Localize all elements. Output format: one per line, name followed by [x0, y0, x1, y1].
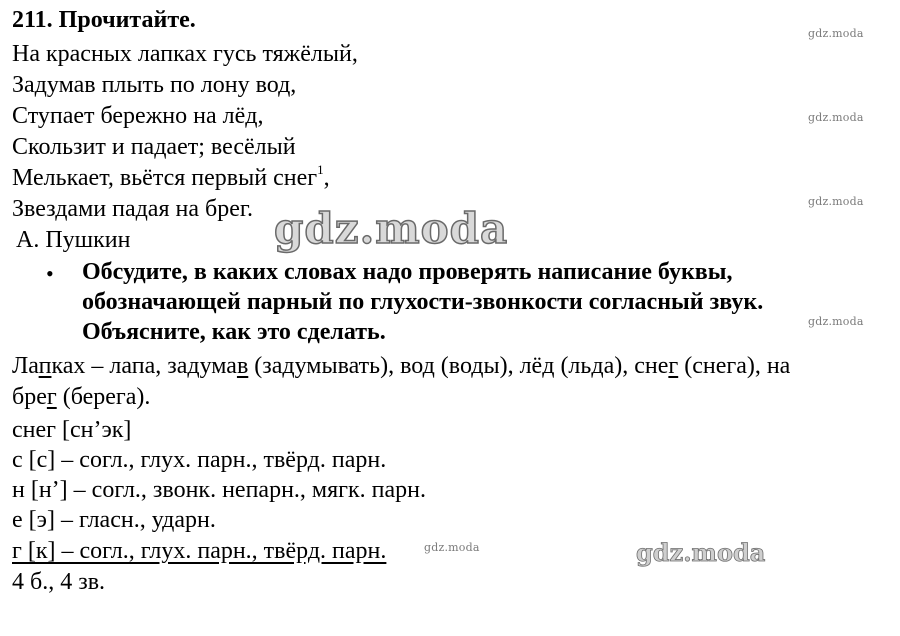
- poem-line: [12, 164, 330, 192]
- answer-underlined-letter: в: [236, 353, 249, 379]
- bullet-dot: •: [46, 261, 54, 286]
- answer-line: [12, 352, 790, 380]
- poem-author: А. Пушкин: [16, 227, 131, 253]
- exercise-title: 211. Прочитайте.: [12, 7, 196, 33]
- answer-text: (воды), лё: [434, 353, 543, 379]
- poem-line: Задумав плыть по лону вод,: [12, 72, 297, 98]
- phonetic-transcription: снег [сн’эк]: [12, 417, 132, 443]
- watermark-medium: gdz.moda: [636, 538, 766, 567]
- answer-line: [12, 383, 150, 411]
- answer-text: ках – лапа, задума: [51, 353, 237, 379]
- answer-underlined-letter: д: [542, 353, 555, 379]
- answer-underlined-letter: д: [422, 353, 435, 379]
- answer-text: Ла: [12, 353, 39, 379]
- poem-line-comma: ,: [323, 165, 330, 191]
- sound-analysis-line: е [э] – гласн., ударн.: [12, 507, 216, 533]
- answer-text: (берега).: [56, 384, 151, 410]
- sound-analysis-line: с [с] – согл., глух. парн., твёрд. парн.: [12, 447, 387, 473]
- poem-line: Ступает бережно на лёд,: [12, 103, 264, 129]
- watermark: gdz.moda: [808, 195, 864, 208]
- poem-line-text: Мелькает, вьётся первый снег: [12, 165, 318, 191]
- footnote-mark: 1: [317, 162, 324, 177]
- sound-letter-count: 4 б., 4 зв.: [12, 569, 106, 595]
- poem-line: Звездами падая на брег.: [12, 196, 253, 222]
- answer-underlined-letter: п: [38, 353, 52, 379]
- answer-text: (задумывать), во: [248, 353, 423, 379]
- answer-underlined-letter: г: [668, 353, 679, 379]
- answer-text: (снега), на: [678, 353, 791, 379]
- task-line: Объясните, как это сделать.: [82, 319, 386, 345]
- watermark-large: gdz.moda: [274, 204, 509, 253]
- sound-analysis-line: н [н’] – согл., звонк. непарн., мягк. парн.: [12, 477, 426, 503]
- watermark: gdz.moda: [808, 111, 864, 124]
- sound-analysis-line: г [к] – согл., глух. парн., твёрд. парн.: [12, 538, 387, 564]
- task-line: обозначающей парный по глухости-звонкости согласный звук.: [82, 289, 764, 315]
- answer-underlined-letter: г: [46, 384, 57, 410]
- watermark: gdz.moda: [424, 541, 480, 554]
- watermark: gdz.moda: [808, 315, 864, 328]
- poem-line: На красных лапках гусь тяжёлый,: [12, 41, 358, 67]
- answer-text: бре: [12, 384, 47, 410]
- poem-line: Скользит и падает; весёлый: [12, 134, 296, 160]
- answer-text: (льда), сне: [554, 353, 669, 379]
- task-line: Обсудите, в каких словах надо проверять написание буквы,: [82, 259, 733, 285]
- watermark: gdz.moda: [808, 27, 864, 40]
